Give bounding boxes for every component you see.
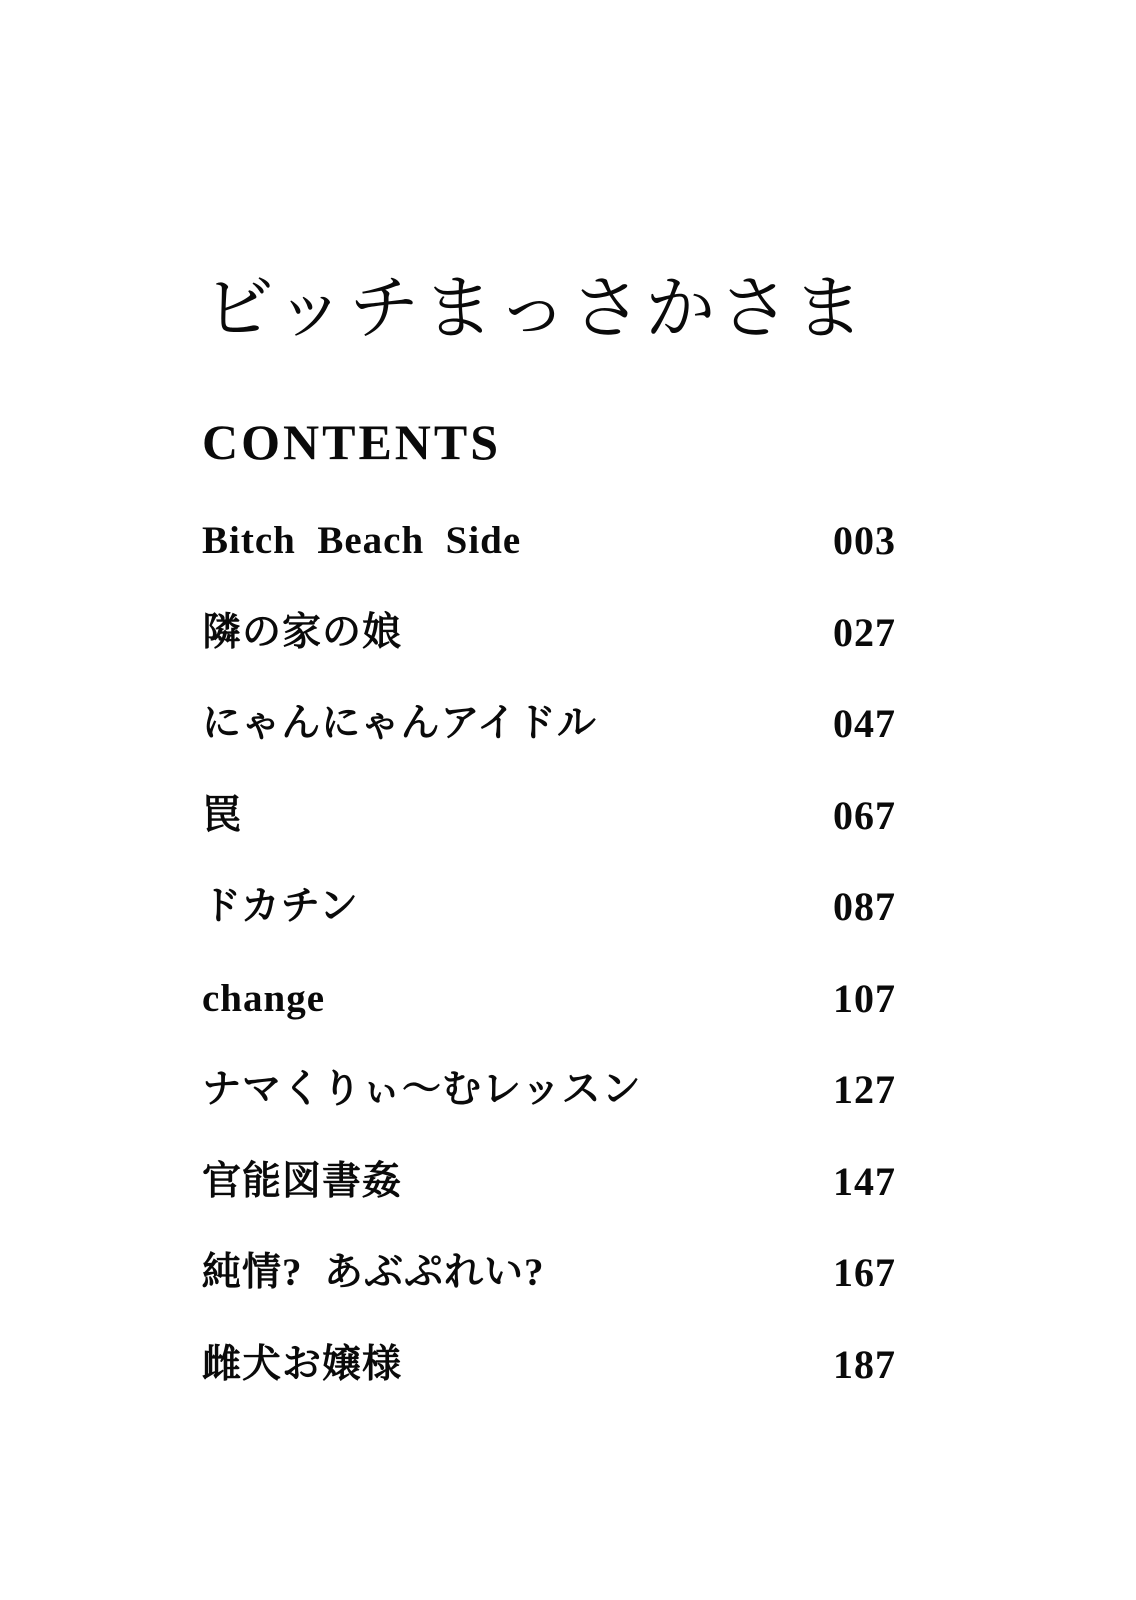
toc-entry-title: 罠 xyxy=(202,793,243,837)
toc-entry xyxy=(202,518,912,610)
toc-entry xyxy=(202,793,912,885)
toc-entry-title: 雌犬お嬢様 xyxy=(202,1342,403,1386)
toc-entry-title: change xyxy=(202,976,325,1020)
toc-entry-page: 147 xyxy=(833,1158,896,1204)
toc-entry-page: 127 xyxy=(833,1067,896,1112)
book-title: ビッチまっさかさま xyxy=(204,267,868,349)
toc-entry xyxy=(202,884,912,976)
toc-entry-title: 官能図書姦 xyxy=(202,1159,403,1203)
toc-entry-title: ドカチン xyxy=(202,885,359,928)
toc-entry xyxy=(202,1250,912,1342)
toc-entry-page: 107 xyxy=(833,975,896,1021)
toc-entry-page: 003 xyxy=(833,518,896,563)
toc-entry-page: 067 xyxy=(833,792,896,838)
toc-entry-title: ナマくりぃ〜むレッスン xyxy=(202,1068,642,1111)
toc-entry xyxy=(202,1067,912,1159)
toc-entry-page: 047 xyxy=(833,701,896,746)
toc-entry xyxy=(202,1159,912,1251)
toc-entry-page: 167 xyxy=(833,1250,896,1295)
toc-entry xyxy=(202,701,912,793)
toc-entry-title: 純情? あぶぷれい? xyxy=(202,1251,545,1294)
table-of-contents xyxy=(202,518,912,1433)
toc-entry-page: 027 xyxy=(833,609,896,655)
toc-entry-title: にゃんにゃんアイドル xyxy=(202,702,597,745)
toc-entry-title: 隣の家の娘 xyxy=(202,610,403,654)
toc-entry xyxy=(202,610,912,702)
toc-entry xyxy=(202,976,912,1068)
toc-entry-page: 187 xyxy=(833,1341,896,1387)
toc-entry-page: 087 xyxy=(833,884,896,929)
toc-entry-title: Bitch Beach Side xyxy=(202,519,522,562)
contents-heading: CONTENTS xyxy=(202,414,502,470)
toc-entry xyxy=(202,1342,912,1434)
